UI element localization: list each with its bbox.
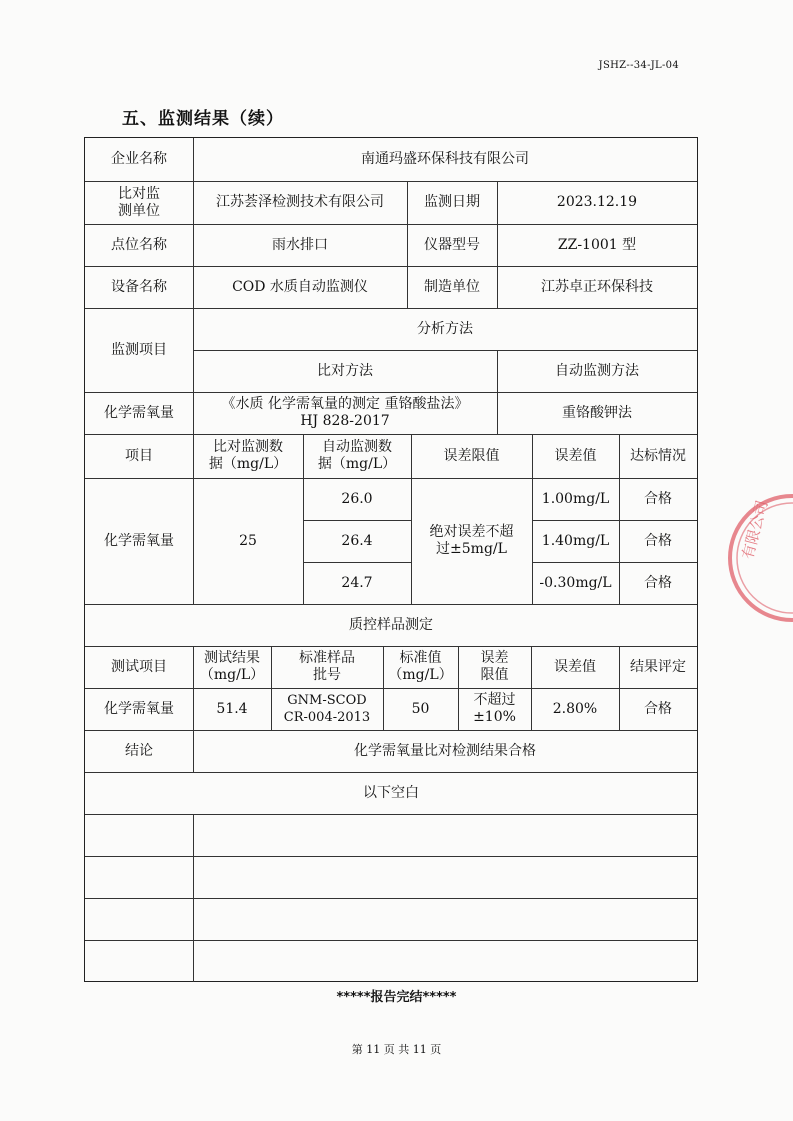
col-auto-header	[303, 434, 411, 478]
col-compare-header-line2: 据（mg/L）	[208, 456, 288, 472]
qc-result: 51.4	[216, 700, 248, 717]
comparison-limit-line2: 过±5mg/L	[436, 541, 507, 557]
qc-col-eval-header: 结果评定	[630, 658, 686, 675]
qc-col-limit-header	[458, 646, 531, 688]
qc-sample	[271, 688, 383, 730]
qc-sample-line2: CR-004-2013	[283, 710, 371, 725]
qc-item: 化学需氧量	[104, 700, 174, 717]
error-value-row-2: 1.40mg/L	[541, 532, 610, 549]
qc-std-value: 50	[411, 700, 430, 717]
compare-method-value	[193, 392, 497, 434]
comparison-item: 化学需氧量	[104, 532, 174, 549]
qc-col-std-line2: （mg/L）	[388, 667, 453, 683]
date-label: 监测日期	[424, 194, 480, 210]
status-row-3: 合格	[644, 574, 672, 591]
qc-col-result-header	[193, 646, 271, 688]
comparison-limit-line1: 绝对误差不超	[429, 524, 514, 540]
conclusion-label: 结论	[125, 742, 153, 759]
col-compare-header-line1: 比对监测数	[213, 439, 283, 455]
qc-sample-line1: GNM-SCOD	[287, 693, 367, 708]
qc-col-sample-header	[271, 646, 383, 688]
comparison-compare-value: 25	[239, 532, 257, 549]
qc-col-result-line1: 测试结果	[204, 650, 260, 666]
auto-method-label: 自动监测方法	[555, 362, 639, 379]
report-end-marker: *****报告完结*****	[336, 990, 457, 1005]
status-row-2: 合格	[644, 532, 672, 549]
col-item-header: 项目	[125, 447, 153, 464]
company-label: 企业名称	[111, 151, 167, 167]
compare-unit-label-line1: 比对监	[118, 185, 160, 202]
document-code: JSHZ--34-JL-04	[598, 60, 679, 71]
error-value-row-3: -0.30mg/L	[539, 574, 612, 591]
compare-unit-value: 江苏荟泽检测技术有限公司	[216, 194, 384, 210]
qc-limit-line1: 不超过	[473, 692, 516, 708]
qc-col-limit-line1: 误差	[480, 650, 509, 666]
auto-value-row-2: 26.4	[341, 532, 373, 549]
compare-method-label: 比对方法	[317, 362, 373, 379]
col-compare-header	[193, 434, 303, 478]
point-label: 点位名称	[111, 236, 167, 253]
svg-text:有限公司: 有限公司	[738, 498, 772, 562]
point-value: 雨水排口	[272, 236, 328, 253]
qc-title: 质控样品测定	[349, 616, 433, 633]
qc-col-result-line2: （mg/L）	[199, 667, 265, 683]
qc-col-std-header	[383, 646, 458, 688]
section-title: 五、监测结果（续）	[122, 109, 284, 129]
conclusion-value: 化学需氧量比对检测结果合格	[354, 742, 536, 759]
qc-error: 2.80%	[552, 700, 598, 717]
qc-col-limit-line2: 限值	[480, 667, 509, 683]
device-label: 设备名称	[111, 278, 167, 295]
blank-below-note: 以下空白	[363, 784, 419, 801]
qc-eval: 合格	[644, 700, 672, 717]
maker-value: 江苏卓正环保科技	[541, 278, 653, 295]
col-auto-header-line2: 据（mg/L）	[317, 456, 397, 472]
maker-label: 制造单位	[424, 278, 480, 295]
comparison-limit	[411, 478, 532, 604]
auto-method-value: 重铬酸钾法	[562, 404, 632, 421]
company-value: 南通玛盛环保科技有限公司	[361, 151, 529, 167]
method-cod-label: 化学需氧量	[104, 404, 174, 421]
status-row-1: 合格	[644, 490, 672, 507]
company-seal-stamp	[722, 488, 793, 628]
model-value: ZZ-1001 型	[557, 236, 637, 253]
device-value: COD 水质自动监测仪	[232, 278, 368, 295]
qc-col-sample-line2: 批号	[313, 667, 341, 683]
qc-limit	[458, 688, 531, 730]
col-auto-header-line1: 自动监测数	[322, 439, 392, 455]
qc-col-std-line1: 标准值	[399, 650, 442, 666]
compare-unit-label	[85, 181, 193, 224]
model-label: 仪器型号	[424, 236, 480, 253]
qc-limit-line2: ±10%	[473, 709, 516, 725]
compare-unit-label-line2: 测单位	[118, 202, 160, 219]
auto-value-row-3: 24.7	[341, 574, 373, 591]
auto-value-row-1: 26.0	[341, 490, 373, 507]
col-limit-header: 误差限值	[443, 447, 500, 464]
qc-col-sample-line1: 标准样品	[299, 650, 355, 666]
qc-col-error-header: 误差值	[554, 658, 596, 675]
monitoring-result-table	[84, 137, 698, 982]
compare-method-standard: 《水质 化学需氧量的测定 重铬酸盐法》	[221, 396, 469, 412]
page-number: 第 11 页 共 11 页	[351, 1043, 442, 1056]
error-value-row-1: 1.00mg/L	[541, 490, 610, 507]
col-status-header: 达标情况	[630, 447, 686, 464]
date-value: 2023.12.19	[556, 194, 638, 210]
analysis-method-label: 分析方法	[417, 320, 473, 337]
qc-col-item-header: 测试项目	[111, 658, 167, 675]
compare-method-code: HJ 828-2017	[300, 413, 390, 429]
monitoring-item-label: 监测项目	[111, 341, 167, 358]
col-error-header: 误差值	[554, 447, 597, 464]
